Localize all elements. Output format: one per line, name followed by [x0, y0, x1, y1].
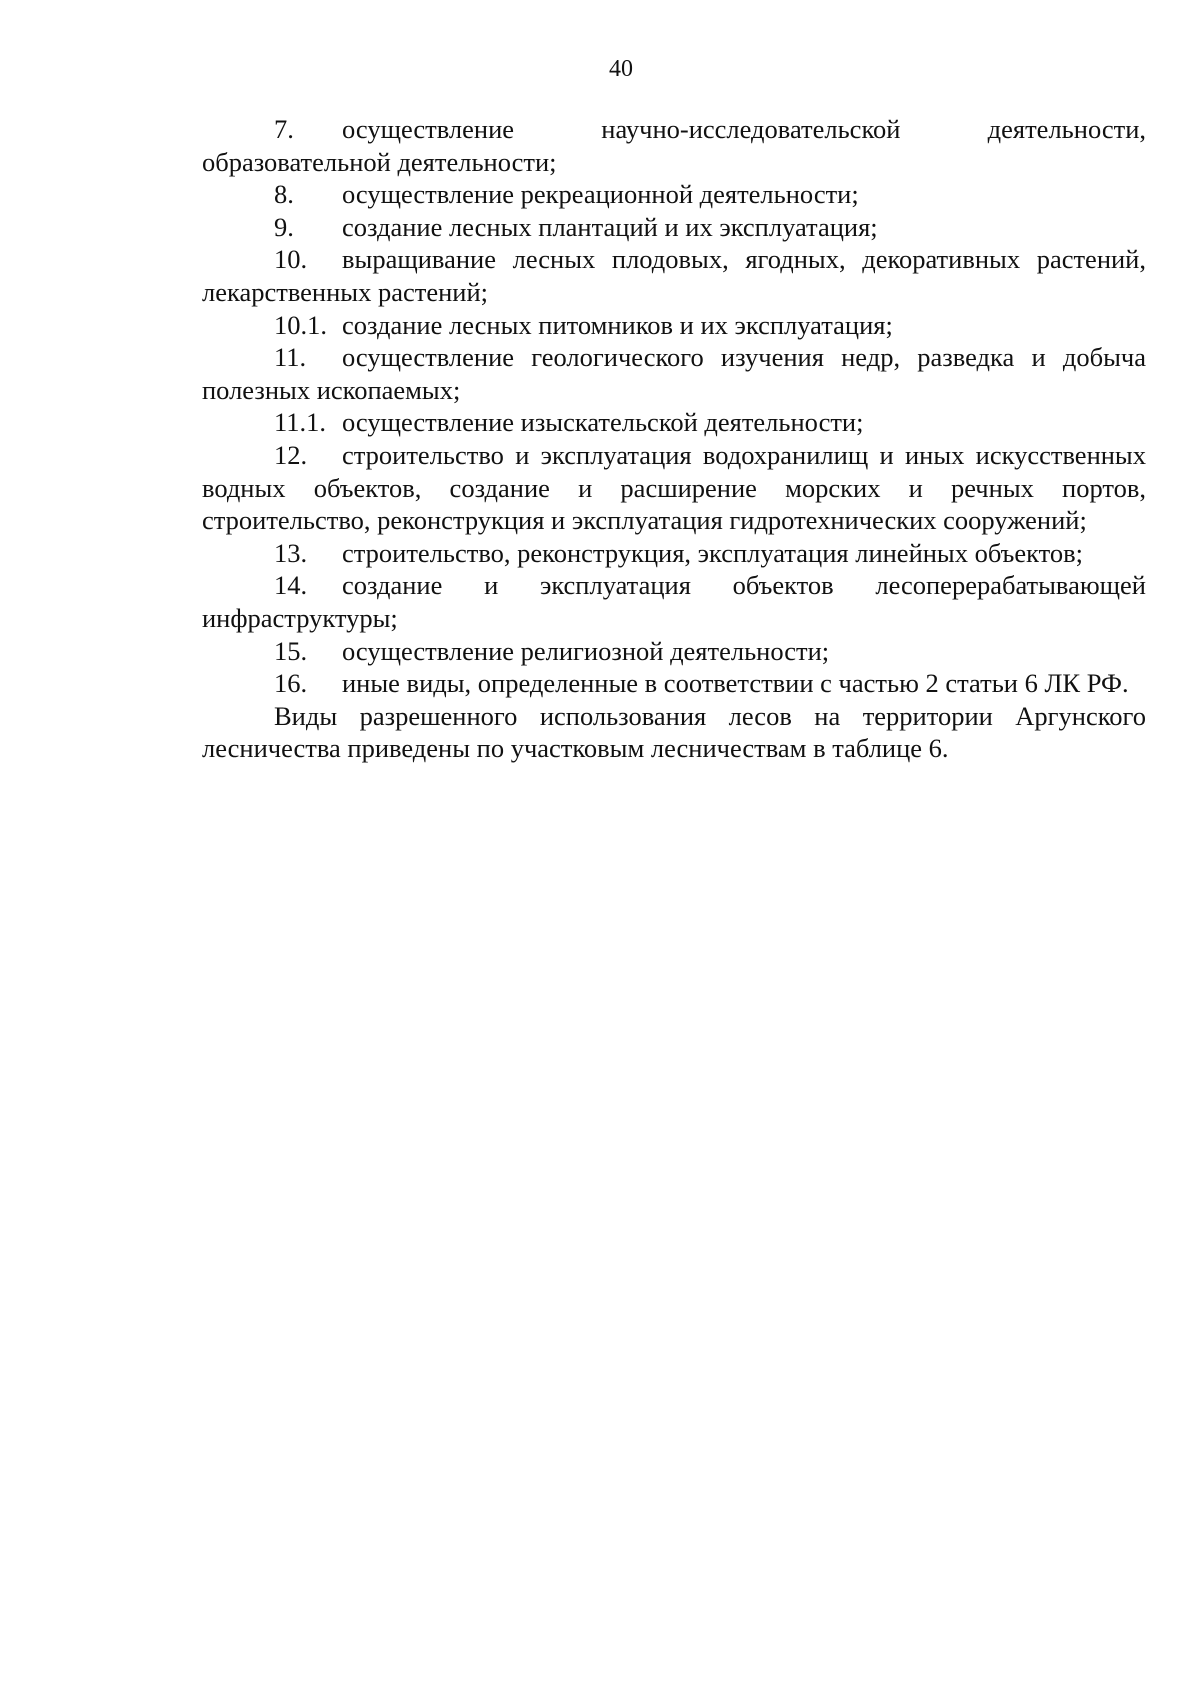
item-number: 13. — [274, 537, 308, 568]
item-number: 10.1. — [274, 309, 327, 340]
list-item — [202, 211, 1146, 244]
list-item — [202, 667, 1146, 700]
item-number: 15. — [274, 635, 308, 666]
item-number: 8. — [274, 179, 294, 210]
list-item — [202, 113, 1146, 178]
item-number: 14. — [274, 570, 308, 601]
item-number: 12. — [274, 439, 308, 470]
closing-paragraph: Виды разрешенного использования лесов на территории Аргунского лесничества приведены по участковым лесничествам в таблице 6. — [202, 700, 1146, 764]
item-text: осуществление геологического изучения недр, разведка и добыча полезных ископаемых; — [202, 342, 1146, 405]
document-body — [202, 113, 1146, 765]
item-number: 9. — [274, 211, 294, 242]
list-item — [202, 635, 1146, 668]
list-item — [202, 569, 1146, 634]
item-text: осуществление изыскательской деятельности; — [342, 407, 864, 438]
list-item — [202, 537, 1146, 570]
item-text: выращивание лесных плодовых, ягодных, декоративных растений, лекарственных растений; — [202, 244, 1146, 307]
item-text: осуществление научно-исследовательской деятельности, образовательной деятельности; — [202, 114, 1146, 177]
item-text: создание и эксплуатация объектов лесоперерабатывающей инфраструктуры; — [202, 570, 1146, 633]
item-text: осуществление рекреационной деятельности; — [342, 179, 859, 210]
item-number: 7. — [274, 114, 294, 144]
item-text: строительство, реконструкция, эксплуатация линейных объектов; — [342, 537, 1084, 568]
list-item — [202, 178, 1146, 211]
item-text: осуществление религиозной деятельности; — [342, 635, 830, 666]
list-item — [202, 439, 1146, 537]
list-item — [202, 243, 1146, 308]
item-number: 16. — [274, 668, 308, 699]
item-number: 10. — [274, 244, 308, 275]
list-item — [202, 309, 1146, 342]
item-text: создание лесных питомников и их эксплуатация; — [342, 309, 893, 340]
item-text: строительство и эксплуатация водохранилищ и иных искусственных водных объектов, создание и расширение морских и речных портов, строительство, реконструкция и эксплуатация гидротехнических сооружений; — [202, 439, 1146, 536]
item-number: 11.1. — [274, 407, 327, 438]
list-item — [202, 406, 1146, 439]
item-text: иные виды, определенные в соответствии с частью 2 статьи 6 ЛК РФ. — [342, 668, 1129, 699]
list-item — [202, 341, 1146, 406]
item-text: создание лесных плантаций и их эксплуатация; — [342, 211, 878, 242]
item-number: 11. — [274, 342, 307, 373]
page-number: 40 — [609, 56, 633, 82]
